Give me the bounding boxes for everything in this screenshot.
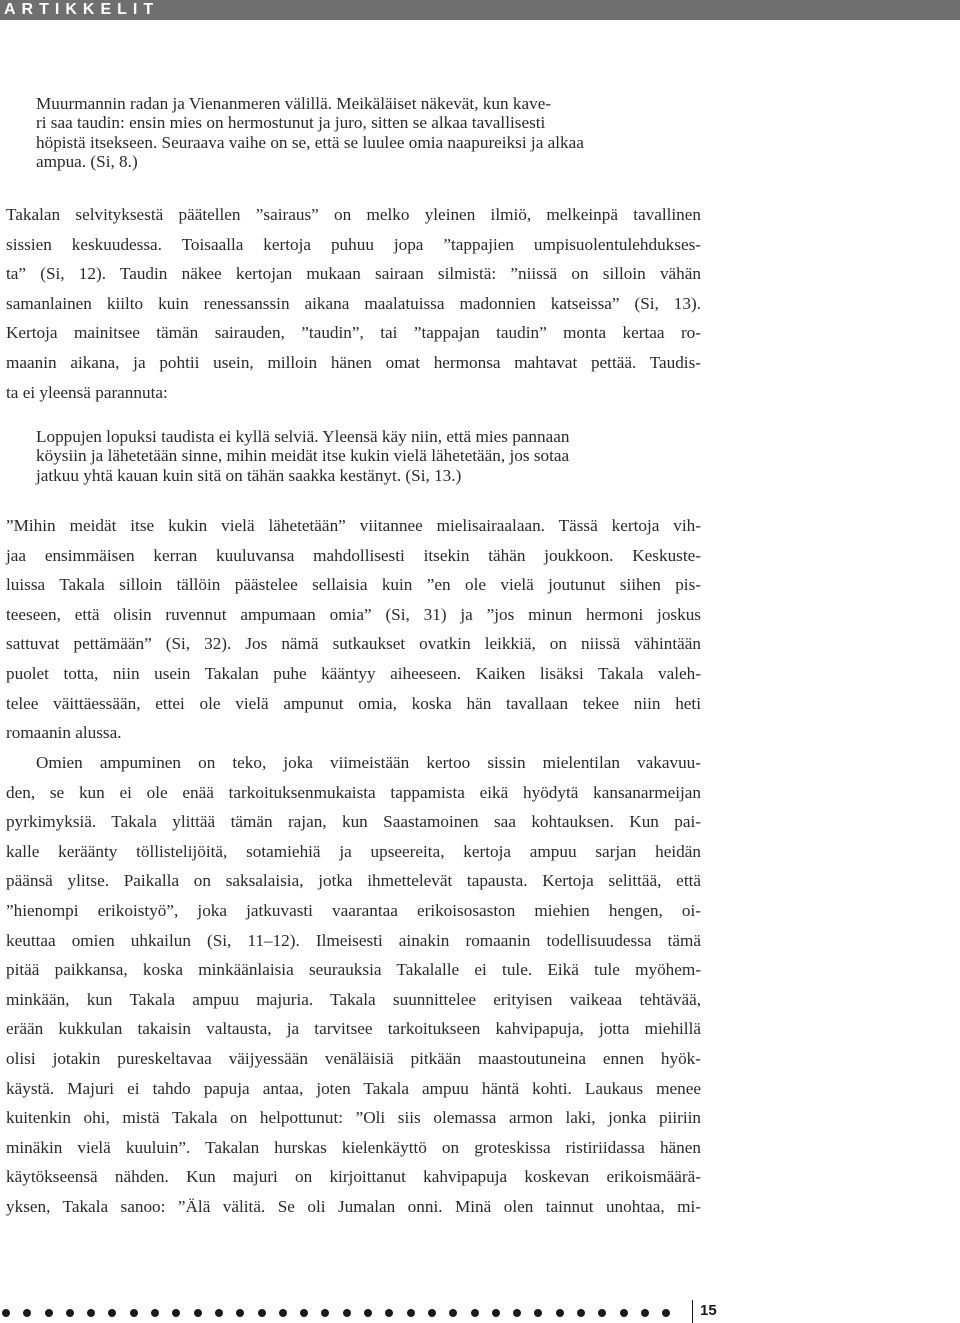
quote-line: Muurmannin radan ja Vienanmeren välillä. Meikäläiset näkevät, kun kave- xyxy=(36,94,552,113)
footer-dot xyxy=(300,1309,308,1317)
footer-dot xyxy=(108,1309,116,1317)
footer-dot xyxy=(130,1309,138,1317)
footer-dot xyxy=(407,1309,415,1317)
text-line: telee väittäessään, ettei ole vielä ampunut omia, koska hän tavallaan tekee niin heti xyxy=(6,693,701,713)
paragraph-1 xyxy=(6,200,701,407)
footer-dot xyxy=(428,1309,436,1317)
text-line: den, se kun ei ole enää tarkoituksenmukaista tappamista eikä hyödytä kansanarmeijan xyxy=(6,782,701,802)
text-line: päänsä ylitse. Paikalla on saksalaisia, jotka ihmettelevät tapausta. Kertoja selittää, että xyxy=(6,871,701,891)
footer-dot xyxy=(236,1309,244,1317)
footer-dot xyxy=(534,1309,542,1317)
footer-divider xyxy=(692,1300,693,1323)
text-line: samanlainen kiilto kuin renessanssin aikana maalatuissa madonnien katseissa” (Si, 13). xyxy=(6,293,701,313)
text-line: minkään, kun Takala ampuu majuria. Takala suunnittelee erityisen vaikeaa tehtävää, xyxy=(6,989,701,1009)
text-line: ”Mihin meidät itse kukin vielä lähetetään” viitannee mielisairaalaan. Tässä kertoja vih- xyxy=(6,516,701,535)
text-line: ta” (Si, 12). Taudin näkee kertojan mukaan sairaan silmistä: ”niissä on silloin vähän xyxy=(6,264,701,284)
footer-dot xyxy=(492,1309,500,1317)
quote-line: köysiin ja lähetetään sinne, mihin meidät itse kukin vielä lähetetään, jos sotaa xyxy=(36,446,570,466)
text-line: sattuvat pettämään” (Si, 32). Jos nämä sutkaukset ovatkin leikkiä, on niissä vähintään xyxy=(6,634,701,654)
footer-dot xyxy=(279,1309,287,1317)
text-line: jaa ensimmäisen kerran kuuluvansa mahdollisesti itsekin tähän joukkoon. Keskuste- xyxy=(6,545,701,565)
block-quote-2 xyxy=(36,427,676,485)
section-label: ARTIKKELIT xyxy=(4,1,160,18)
footer-dot xyxy=(66,1309,74,1317)
footer-dot xyxy=(364,1309,372,1317)
text-line: kuitenkin ohi, mistä Takala on helpottunut: ”Oli siis olemassa armon laki, jonka piiriin xyxy=(6,1108,701,1128)
text-line: yksen, Takala sanoo: ”Älä välitä. Se oli Jumalan onni. Minä olen tainnut unohtaa, mi- xyxy=(6,1196,701,1216)
text-line: sissien keskuudessa. Toisaalla kertoja puhuu jopa ”tappajien umpisuolentulehdukses- xyxy=(6,234,701,254)
footer-dot xyxy=(385,1309,393,1317)
text-line: Omien ampuminen on teko, joka viimeistään kertoo sissin mielentilan vakavuu- xyxy=(36,753,701,772)
text-line: maanin aikana, ja pohtii usein, milloin hänen omat hermonsa mahtavat pettää. Taudis- xyxy=(6,352,701,372)
quote-line: jatkuu yhtä kauan kuin sitä on tähän saakka kestänyt. (Si, 13.) xyxy=(36,465,462,485)
block-quote-1 xyxy=(36,94,676,172)
text-line: ta ei yleensä parannuta: xyxy=(6,382,168,402)
quote-line: ri saa taudin: ensin mies on hermostunut ja juro, sitten se alkaa tavallisesti xyxy=(36,113,546,133)
footer-dot xyxy=(556,1309,564,1317)
text-line: teeseen, että olisin ruvennut ampumaan omia” (Si, 31) ja ”jos minun hermoni joskus xyxy=(6,604,701,624)
footer-dot xyxy=(620,1309,628,1317)
footer-dot xyxy=(23,1309,31,1317)
text-line: käystä. Majuri ei tahdo papuja antaa, joten Takala ampuu häntä kohti. Laukaus menee xyxy=(6,1078,701,1098)
text-line: pitää paikkansa, koska minkäänlaisia seurauksia Takalalle ei tule. Eikä tule myöhem- xyxy=(6,960,701,980)
paragraph-2 xyxy=(6,511,701,748)
text-line: minäkin vielä kuuluin”. Takalan hurskas kielenkäyttö on groteskissa ristiriidassa hänen xyxy=(6,1137,701,1157)
text-line: käytökseensä nähden. Kun majuri on kirjoittanut kahvipapuja koskevan erikoismäärä- xyxy=(6,1167,701,1187)
text-line: ”hienompi erikoistyö”, joka jatkuvasti vaarantaa erikoisosaston miehien hengen, oi- xyxy=(6,900,701,920)
footer-dot xyxy=(215,1309,223,1317)
footer-dot xyxy=(598,1309,606,1317)
text-line: romaanin alussa. xyxy=(6,723,122,743)
text-line: Kertoja mainitsee tämän sairauden, ”taudin”, tai ”tappajan taudin” monta kertaa ro- xyxy=(6,323,701,343)
text-line: puolet totta, niin usein Takalan puhe kääntyy aiheeseen. Kaiken lisäksi Takala valeh- xyxy=(6,663,701,683)
footer-dot xyxy=(321,1309,329,1317)
footer-dot xyxy=(577,1309,585,1317)
page-footer xyxy=(0,1300,960,1323)
text-line: keuttaa omien uhkailun (Si, 11–12). Ilmeisesti ainakin romaanin todellisuudessa tämä xyxy=(6,930,701,950)
footer-dot xyxy=(641,1309,649,1317)
footer-dot xyxy=(471,1309,479,1317)
text-line: erään kukkulan takaisin valtausta, ja tarvitsee tarkoitukseen kahvipapuja, jotta miehillä xyxy=(6,1019,701,1039)
footer-dot xyxy=(258,1309,266,1317)
text-line: luissa Takala silloin tällöin päästelee sellaisia kuin ”en ole vielä joutunut siihen pis- xyxy=(6,575,701,595)
footer-dot xyxy=(151,1309,159,1317)
footer-dot xyxy=(194,1309,202,1317)
page-number: 15 xyxy=(700,1302,717,1319)
text-line: olisi jotakin pureskeltavaa väijyessään venäläisiä pitkään maastoutuneina ennen hyök- xyxy=(6,1048,701,1068)
footer-dot xyxy=(172,1309,180,1317)
footer-dot xyxy=(513,1309,521,1317)
footer-dot xyxy=(662,1309,670,1317)
paragraph-3 xyxy=(6,748,701,1222)
quote-line: höpistä itsekseen. Seuraava vaihe on se, että se luulee omia naapureiksi ja alkaa xyxy=(36,132,584,152)
quote-line: Loppujen lopuksi taudista ei kyllä selviä. Yleensä käy niin, että mies pannaan xyxy=(36,427,570,446)
footer-dot xyxy=(449,1309,457,1317)
footer-dot-row xyxy=(2,1309,684,1319)
footer-dot xyxy=(45,1309,53,1317)
text-line: pyrkimyksiä. Takala ylittää tämän rajan, kun Saastamoinen saa kohtauksen. Kun pai- xyxy=(6,812,701,832)
footer-dot xyxy=(87,1309,95,1317)
text-line: kalle keräänty töllistelijöitä, sotamiehiä ja upseereita, kertoja ampuu sarjan heidän xyxy=(6,841,701,861)
footer-dot xyxy=(343,1309,351,1317)
text-line: Takalan selvityksestä päätellen ”sairaus” on melko yleinen ilmiö, melkeinpä tavallinen xyxy=(6,205,701,224)
footer-dot xyxy=(2,1309,10,1317)
quote-line: ampua. (Si, 8.) xyxy=(36,152,138,172)
